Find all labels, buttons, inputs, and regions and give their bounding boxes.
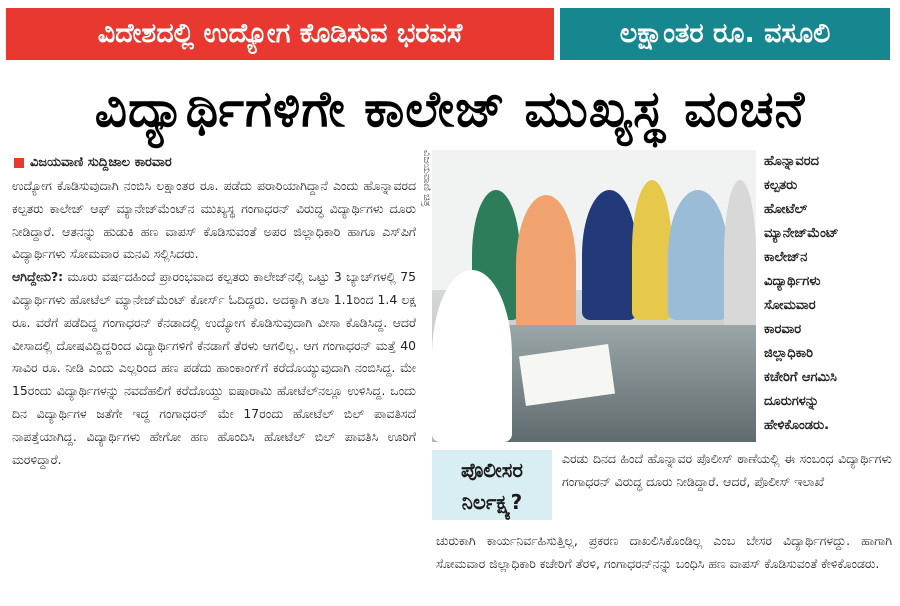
photo-figure <box>582 190 637 320</box>
police-text-full: ಚುರುಕಾಗಿ ಕಾರ್ಯನಿರ್ವಹಿಸುತ್ತಿಲ್ಲ, ಪ್ರಕರಣ ದಾಖಲಿಸಿಕೊಂಡಿಲ್ಲ ಎಂಬ ಬೇಸರ ವಿದ್ಯಾರ್ಥಿಗಳದ್ದು. ಹಾಗಾಗಿ ಸೋಮವಾರ ಜಿಲ್ಲಾಧಿಕಾರಿ ಕಚೇರಿಗೆ ತೆರಳಿ, ಗಂಗಾಧರನ್‌ನನ್ನು ಬಂಧಿಸಿ ಹಣ ವಾಪಸ್ ಕೊಡಿಸುವಂತೆ ಕೇಳಿಕೊಂಡರು. <box>436 533 892 571</box>
caption-line: ಕಾಲೇಜ್‌ನ <box>764 250 808 265</box>
byline <box>14 152 414 174</box>
kicker-right: ಲಕ್ಷಾಂತರ ರೂ. ವಸೂಲಿ <box>560 8 890 60</box>
police-text-right: ಎರಡು ದಿನದ ಹಿಂದೆ ಹೊನ್ನಾವರ ಪೊಲೀಸ್ ಠಾಣೆಯಲ್ಲಿ ಈ ಸಂಬಂಧ ವಿದ್ಯಾರ್ಥಿಗಳು ಗಂಗಾಧರನ್ ವಿರುದ್ಧ ದೂರು ನೀಡಿದ್ದಾರೆ. ಆದರೆ, ಪೊಲೀಸ್ ಇಲಾಖೆ <box>562 451 892 489</box>
caption-line: ವಿದ್ಯಾರ್ಥಿಗಳು <box>764 274 821 289</box>
caption-line: ಹೇಳಿಕೊಂಡರು. <box>764 418 830 433</box>
caption-line: ಜಿಲ್ಲಾಧಿಕಾರಿ <box>764 346 813 361</box>
caption-line: ಹೋಟೆಲ್ <box>764 202 808 217</box>
caption-line: ಕಚೇರಿಗೆ ಆಗಮಿಸಿ <box>764 370 837 385</box>
photo-figure-seated <box>432 270 512 442</box>
police-heading-line-1: ಪೊಲೀಸರ <box>460 458 524 482</box>
article-body <box>12 175 416 600</box>
paragraph-2-text: ಮೂರು ವರ್ಷದಹಿಂದೆ ಪ್ರಾರಂಭವಾದ ಕಲ್ಪತರು ಕಾಲೇಜ್‌ನಲ್ಲಿ ಒಟ್ಟು 3 ಬ್ಯಾಚ್‌ಗಳಲ್ಲಿ 75 ವಿದ್ಯಾರ್ಥಿಗಳು ಹೋಟೆಲ್ ಮ್ಯಾನೇಜ್‌ಮೆಂಟ್ ಕೋರ್ಸ್ ಓದಿದ್ದರು. ಅದಕ್ಕಾಗಿ ತಲಾ 1.1ರಿಂದ 1.4 ಲಕ್ಷ ರೂ. ವರೆಗೆ ಪಡೆದಿದ್ದ ಗಂಗಾಧರನ್ ಕೆನಡಾದಲ್ಲಿ ಉದ್ಯೋಗ ಕೊಡಿಸುವುದಾಗಿ ವೀಸಾ ಕೊಡಿಸಿದ್ದ. ಆದರೆ ವೀಸಾದಲ್ಲಿ ದೋಷವಿದ್ದಿದ್ದರಿಂದ ವಿದ್ಯಾರ್ಥಿಗಳಿಗೆ ಕೆನಡಾಗೆ ತೆರಳು ಆಗಲಿಲ್ಲ. ಆಗ ಗಂಗಾಧರನ್ ಮತ್ತೆ 40 ಸಾವಿರ ರೂ. ನೀಡಿ ಎಂದು ಎಲ್ಲರಿಂದ ಹಣ ಪಡೆದು ಹಾಂಕಾಂಗ್‌ಗೆ ಕರೆದೊಯ್ಯುವುದಾಗಿ ನಂಬಿಸಿದ್ದ. ಮೇ 15ರಂದು ವಿದ್ಯಾರ್ಥಿಗಳನ್ನು ನವದೆಹಲಿಗೆ ಕರೆದೊಯ್ದು ಐಷಾರಾಮಿ ಹೋಟೆಲ್‌ನಲ್ಲೂ ಉಳಿಸಿದ್ದ. ಒಂದು ದಿನ ವಿದ್ಯಾರ್ಥಿಗಳ ಜತೆಗೇ ಇದ್ದ ಗಂಗಾಧರನ್ ಮೇ 17ರಂದು ಹೋಟೆಲ್ ಬಿಲ್ ಪಾವತಿಸದೆ ನಾಪತ್ತೆಯಾಗಿದ್ದ. ವಿದ್ಯಾರ್ಥಿಗಳು ಹೇಗೋ ಹಣ ಹೊಂದಿಸಿ ಹೋಟೆಲ್ ಬಿಲ್ ಪಾವತಿಸಿ ಊರಿಗೆ ಮರಳಿದ್ದಾರೆ. <box>12 269 416 467</box>
kicker-left: ವಿದೇಶದಲ್ಲಿ ಉದ್ಯೋಗ ಕೊಡಿಸುವ ಭರವಸೆ <box>6 8 554 60</box>
police-heading-line-2: ನಿರ್ಲಕ್ಷ್ಯ? <box>461 490 523 514</box>
photo-figure <box>632 180 672 320</box>
photo-figure <box>668 190 728 320</box>
byline-marker-icon <box>14 158 24 168</box>
caption-line: ಸೋಮವಾರ <box>764 298 816 313</box>
photo-desk <box>472 325 756 442</box>
photo-figure <box>516 195 576 335</box>
photo-figure <box>724 180 756 330</box>
subhead-label: ಆಗಿದ್ದೇನು?: <box>12 269 64 285</box>
caption-line: ಕಾರವಾರ <box>764 322 802 337</box>
photo-credit: ವಿಜಯವಾಣಿ ಚಿತ್ರ <box>421 150 432 207</box>
caption-line: ದೂರುಗಳನ್ನು <box>764 394 819 409</box>
caption-line: ಮ್ಯಾನೇಜ್‌ಮೆಂಟ್ <box>764 226 839 241</box>
caption-line: ಹೊನ್ನಾವರದ <box>764 154 820 169</box>
photo-caption <box>764 150 894 442</box>
paragraph-1: ಉದ್ಯೋಗ ಕೊಡಿಸುವುದಾಗಿ ನಂಬಿಸಿ ಲಕ್ಷಾಂತರ ರೂ. ಪಡೆದು ಪರಾರಿಯಾಗಿದ್ದಾನೆ ಎಂದು ಹೊನ್ನಾವರದ ಕಲ್ಪತರು ಕಾಲೇಜ್ ಆಫ್ ಮ್ಯಾನೇಜ್‌ಮೆಂಟ್‌ನ ಮುಖ್ಯಸ್ಥ ಗಂಗಾಧರನ್ ವಿರುದ್ಧ ವಿದ್ಯಾರ್ಥಿಗಳು ದೂರು ನೀಡಿದ್ದಾರೆ. ಆತನನ್ನು ಹುಡುಕಿ ಹಣ ವಾಪಸ್ ಕೊಡಿಸುವಂತೆ ಅಪರ ಜಿಲ್ಲಾಧಿಕಾರಿ ಹಾಗೂ ಎಸ್‌ಪಿಗೆ ವಿದ್ಯಾರ್ಥಿಗಳು ಸೋಮವಾರ ಮನವಿ ಸಲ್ಲಿಸಿದರು. <box>12 178 416 262</box>
caption-line: ಕಲ್ಪತರು <box>764 178 798 193</box>
headline: ವಿದ್ಯಾರ್ಥಿಗಳಿಗೇ ಕಾಲೇಜ್ ಮುಖ್ಯಸ್ಥ ವಂಚನೆ <box>94 80 806 138</box>
byline-text: ವಿಜಯವಾಣಿ ಸುದ್ದಿಜಾಲ ಕಾರವಾರ <box>30 155 172 170</box>
police-box-heading <box>432 450 552 520</box>
paragraph-2 <box>12 266 416 471</box>
news-photo <box>432 150 756 442</box>
